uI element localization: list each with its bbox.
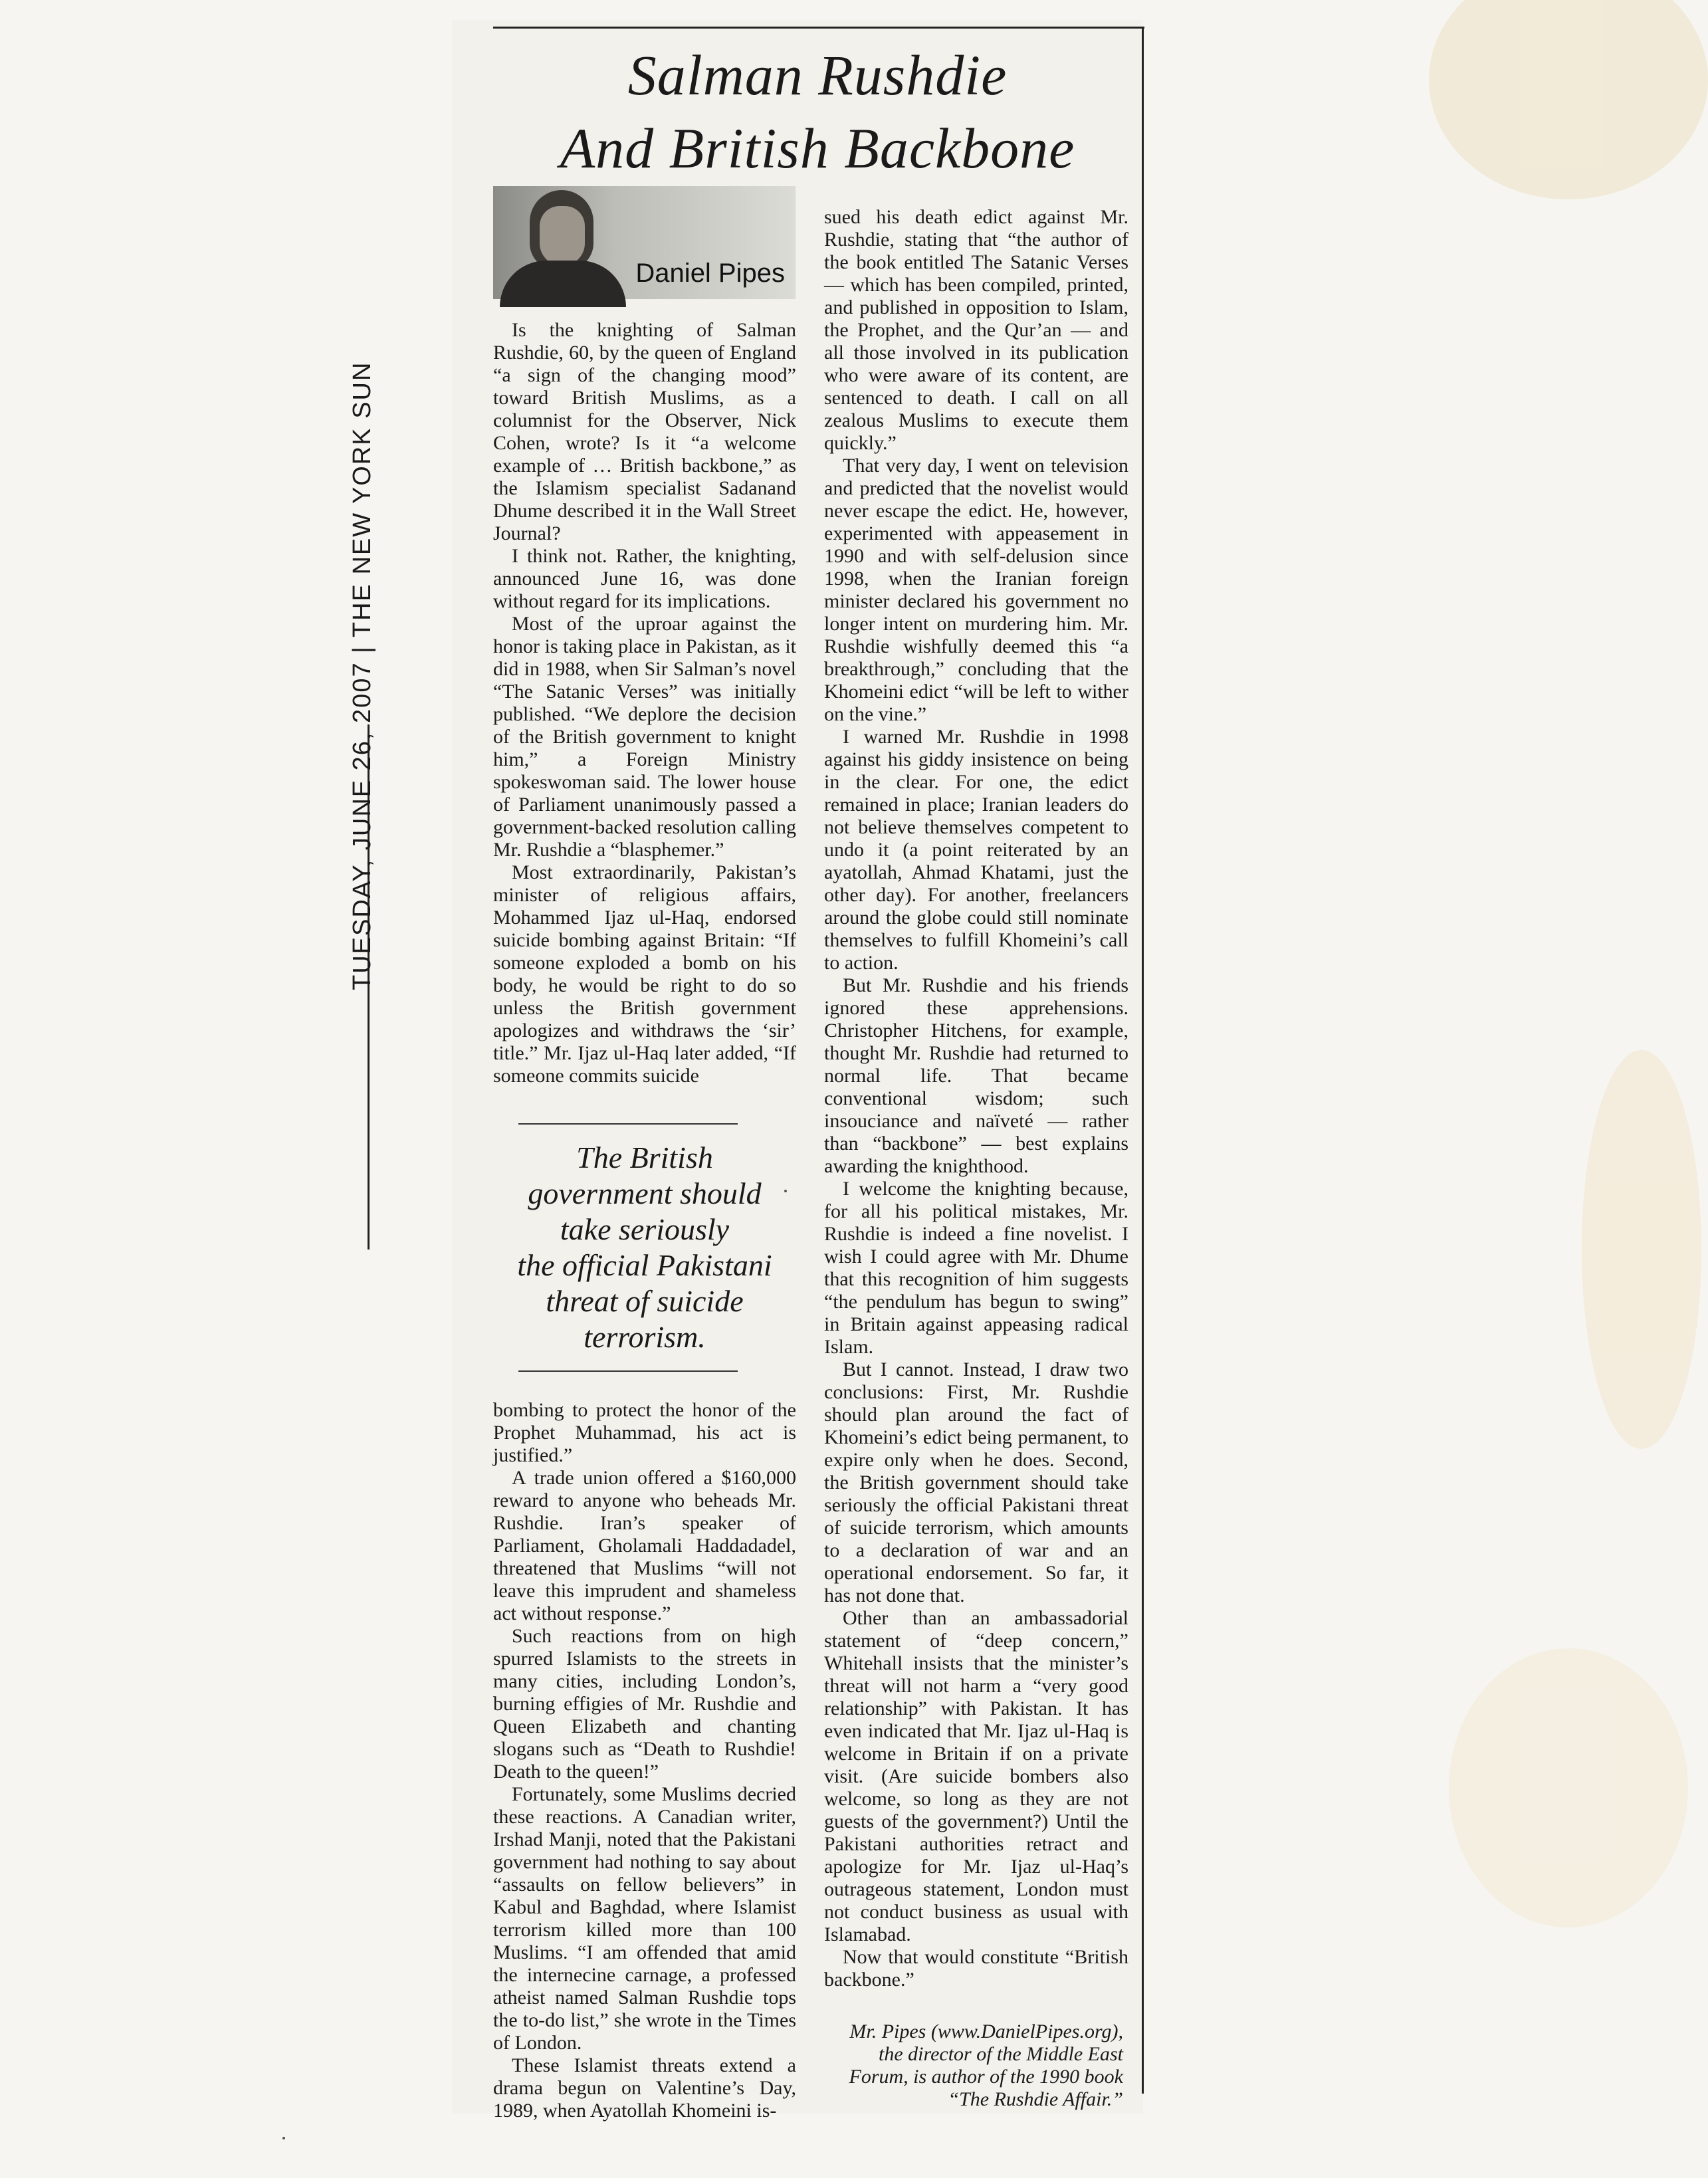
article-column-1-top <box>493 319 796 1107</box>
paragraph: Fortunately, some Muslims decried these reactions. A Canadian writer, Irshad Manji, noted that the Pakistani government had nothing to say about “assaults on fellow believers” in Kabul and Baghdad, where Islamist terrorism killed more than 100 Muslims. “I am offended that amid the internecine carnage, a professed atheist named Salman Rushdie tops the to-do list,” she wrote in the Times of London. <box>493 1783 796 2054</box>
dateline: TUESDAY, JUNE 26, 2007 | THE NEW YORK SUN <box>348 361 376 990</box>
paragraph: A trade union offered a $160,000 reward to anyone who beheads Mr. Rushdie. Iran’s speaker of Parliament, Gholamali Haddadadel, threatened that Muslims “will not leave this imprudent and shameless act without response.” <box>493 1467 796 1624</box>
paragraph: But Mr. Rushdie and his friends ignored these apprehensions. Christopher Hitchens, for example, thought Mr. Rushdie had returned to normal life. That became conventional wisdom; such insouciance and naïveté — rather than “backbone” — best explains awarding the knighthood. <box>824 974 1128 1177</box>
pull-quote <box>493 1140 796 1355</box>
pull-quote-line: threat of suicide <box>546 1284 744 1318</box>
paragraph: Most of the uproar against the honor is taking place in Pakistan, as it did in 1988, when Sir Salman’s novel “The Satanic Verses” was initially published. “We deplore the decision of the British government to knight him,” a Foreign Ministry spokeswoman said. The lower house of Parliament unanimously passed a government-backed resolution calling Mr. Rushdie a “blasphemer.” <box>493 613 796 861</box>
headline <box>493 39 1142 185</box>
article-column-1-bottom <box>493 1399 796 2122</box>
pull-quote-top-rule <box>518 1123 738 1125</box>
pull-quote-line: the official Pakistani <box>517 1248 772 1282</box>
paragraph: Such reactions from on high spurred Islamists to the streets in many cities, including London’s, burning effigies of Mr. Rushdie and Queen Elizabeth and chanting slogans such as “Death to Rushdie! Death to the queen!” <box>493 1625 796 1783</box>
top-rule <box>493 27 1144 29</box>
byline: Daniel Pipes <box>635 259 785 288</box>
pull-quote-line: terrorism. <box>584 1320 706 1354</box>
column-right-rule <box>1142 27 1144 2094</box>
headline-line-1: Salman Rushdie <box>627 43 1008 107</box>
paragraph: Other than an ambassadorial statement of “deep concern,” Whitehall insists that the minister’s threat will not harm a “very good relationship” with Pakistan. It has even indicated that Mr. Ijaz ul-Haq is welcome in Britain if on a private visit. (Are suicide bombers also welcome, so long as they are not guests of the government?) Until the Pakistani authorities retract and apologize for Mr. Ijaz ul-Haq’s outrageous statement, London must not conduct business as usual with Islamabad. <box>824 1607 1128 1945</box>
paper-stain <box>1582 1050 1701 1449</box>
headline-line-2: And British Backbone <box>560 116 1075 180</box>
pull-quote-line: The British <box>576 1141 713 1174</box>
author-portrait-suit <box>500 261 626 307</box>
paragraph: I think not. Rather, the knighting, announced June 16, was done without regard for its implications. <box>493 545 796 612</box>
pull-quote-bottom-rule <box>518 1370 738 1372</box>
paper-stain <box>1449 1648 1688 1927</box>
paper-stain <box>1429 0 1708 199</box>
article-column-2 <box>824 206 1128 2047</box>
paper-speck <box>282 2137 285 2139</box>
paragraph: That very day, I went on television and predicted that the novelist would never escape the edict. He, however, experimented with appeasement in 1990 and with self-delusion since 1998, when the Iranian foreign minister declared his government no longer intent on murdering him. Mr. Rushdie wishfully deemed this “a breakthrough,” concluding that the Khomeini edict “will be left to wither on the vine.” <box>824 455 1128 725</box>
author-photo <box>493 186 796 299</box>
paragraph: Is the knighting of Salman Rushdie, 60, by the queen of England “a sign of the changing mood” toward British Muslims, as a columnist for the Observer, Nick Cohen, wrote? Is it “a welcome example of … British backbone,” as the Islamism specialist Sadanand Dhume described it in the Wall Street Journal? <box>493 319 796 544</box>
pull-quote-line: take seriously <box>560 1212 730 1246</box>
author-portrait-face <box>540 206 585 266</box>
paragraph: bombing to protect the honor of the Prophet Muhammad, his act is justified.” <box>493 1399 796 1466</box>
paragraph: These Islamist threats extend a drama begun on Valentine’s Day, 1989, when Ayatollah Khomeini is- <box>493 2054 796 2122</box>
paper-speck <box>784 1190 787 1192</box>
paragraph: I welcome the knighting because, for all his political mistakes, Mr. Rushdie is indeed a fine novelist. I wish I could agree with Mr. Dhume that this recognition of him suggests “the pendulum has begun to swing” in Britain against appeasing radical Islam. <box>824 1178 1128 1358</box>
paragraph: I warned Mr. Rushdie in 1998 against his giddy insistence on being in the clear. For one, the edict remained in place; Iranian leaders do not believe themselves competent to undo it (a point reiterated by an ayatollah, Ahmad Khatami, just the other day). For another, freelancers around the globe could still nominate themselves to fulfill Khomeini’s call to action. <box>824 726 1128 974</box>
author-credit: Mr. Pipes (www.DanielPipes.org), the director of the Middle East Forum, is author of the 1990 book “The Rushdie Affair.” <box>849 2020 1123 2110</box>
pull-quote-line: government should <box>528 1176 762 1210</box>
paragraph: But I cannot. Instead, I draw two conclusions: First, Mr. Rushdie should plan around the fact of Khomeini’s edict being permanent, to expire only when he does. Second, the British government should take seriously the official Pakistani threat of suicide terrorism, which amounts to a declaration of war and an operational endorsement. So far, it has not done that. <box>824 1359 1128 1606</box>
paragraph: Now that would constitute “British backbone.” <box>824 1946 1128 1991</box>
paragraph: sued his death edict against Mr. Rushdie, stating that “the author of the book entitled The Satanic Verses — which has been compiled, printed, and published in opposition to Islam, the Prophet, and the Qur’an — and all those involved in its publication who were aware of its content, are sentenced to death. I call on all zealous Muslims to execute them quickly.” <box>824 206 1128 454</box>
paragraph: Most extraordinarily, Pakistan’s minister of religious affairs, Mohammed Ijaz ul-Haq, endorsed suicide bombing against Britain: “If someone exploded a bomb on his body, he would be right to do so unless the British government apologizes and withdraws the ‘sir’ title.” Mr. Ijaz ul-Haq later added, “If someone commits suicide <box>493 861 796 1087</box>
